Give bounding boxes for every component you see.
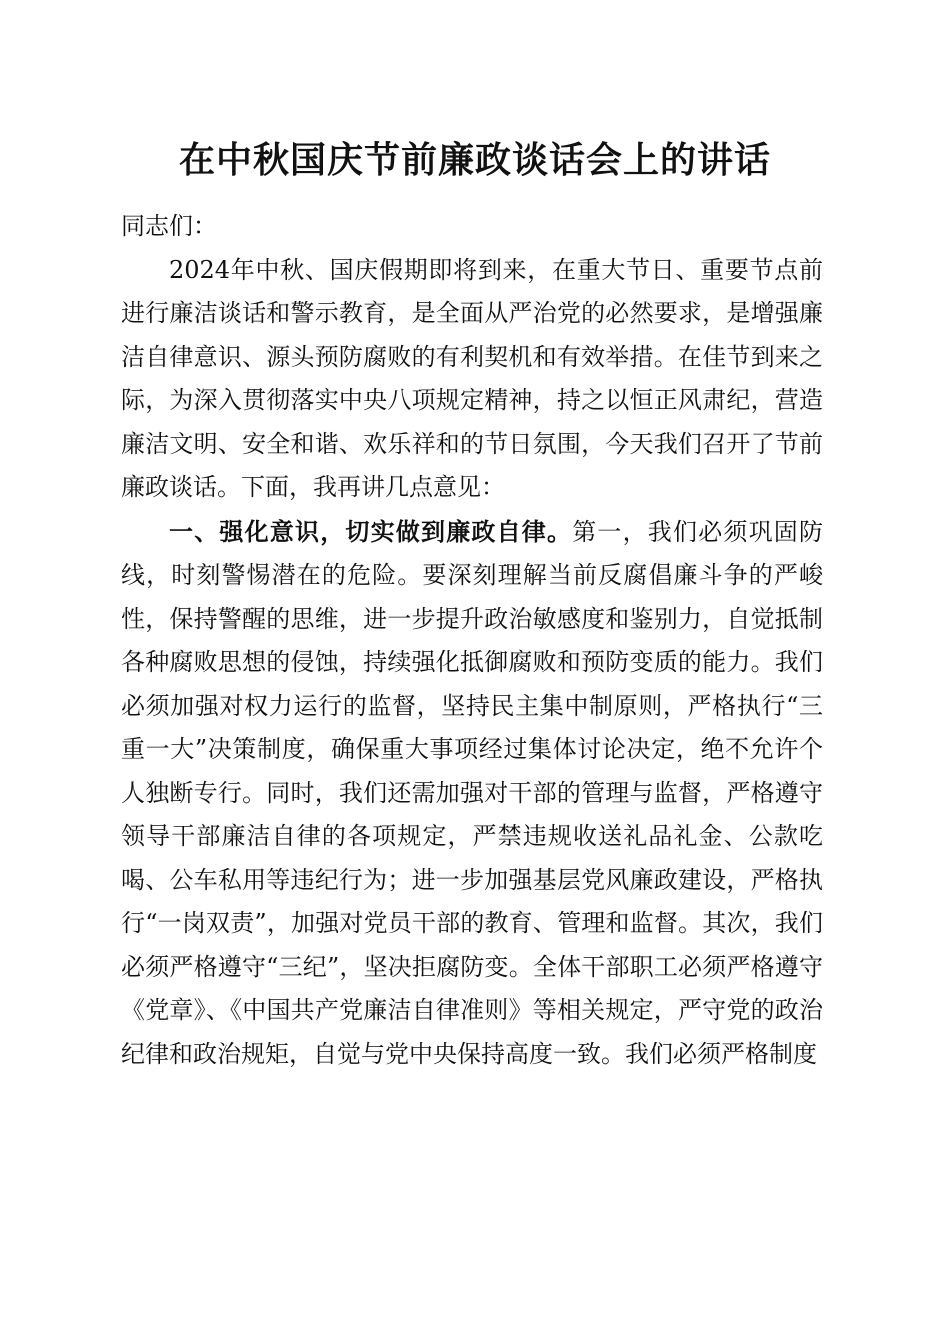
document-body: [121, 205, 823, 1076]
section-one-text: 第一，我们必须巩固防线，时刻警惕潜在的危险。要深刻理解当前反腐倡廉斗争的严峻性，保持警醒的思维，进一步提升政治敏感度和鉴别力，自觉抵制各种腐败思想的侵蚀，持续强化抵御腐败和预防变质的能力。我们必须加强对权力运行的监督，坚持民主集中制原则，严格执行“三重一大”决策制度，确保重大事项经过集体讨论决定，绝不允许个人独断专行。同时，我们还需加强对干部的管理与监督，严格遵守领导干部廉洁自律的各项规定，严禁违规收送礼品礼金、公款吃喝、公车私用等违纪行为；进一步加强基层党风廉政建设，严格执行“一岗双责”，加强对党员干部的教育、管理和监督。其次，我们必须严格遵守“三纪”，坚决拒腐防变。全体干部职工必须严格遵守《党章》、《中国共产党廉洁自律准则》等相关规定，严守党的政治纪律和政治规矩，自觉与党中央保持高度一致。我们必须严格制度: [121, 517, 824, 1068]
paragraph-intro: [121, 249, 823, 510]
document-title: 在中秋国庆节前廉政谈话会上的讲话: [178, 139, 771, 181]
salutation: 同志们：: [121, 212, 217, 240]
section-one-heading: 一、强化意识，切实做到廉政自律。: [169, 516, 573, 546]
paragraph-intro-text: 2024年中秋、国庆假期即将到来，在重大节日、重要节点前进行廉洁谈话和警示教育，是全面从严治党的必然要求，是增强廉洁自律意识、源头预防腐败的有利契机和有效举措。在佳节到来之际，为深入贯彻落实中央八项规定精神，持之以恒正风肃纪，营造廉洁文明、安全和谐、欢乐祥和的节日氛围，今天我们召开了节前廉政谈话。下面，我再讲几点意见：: [121, 255, 823, 501]
paragraph-section-one: [121, 510, 823, 1077]
